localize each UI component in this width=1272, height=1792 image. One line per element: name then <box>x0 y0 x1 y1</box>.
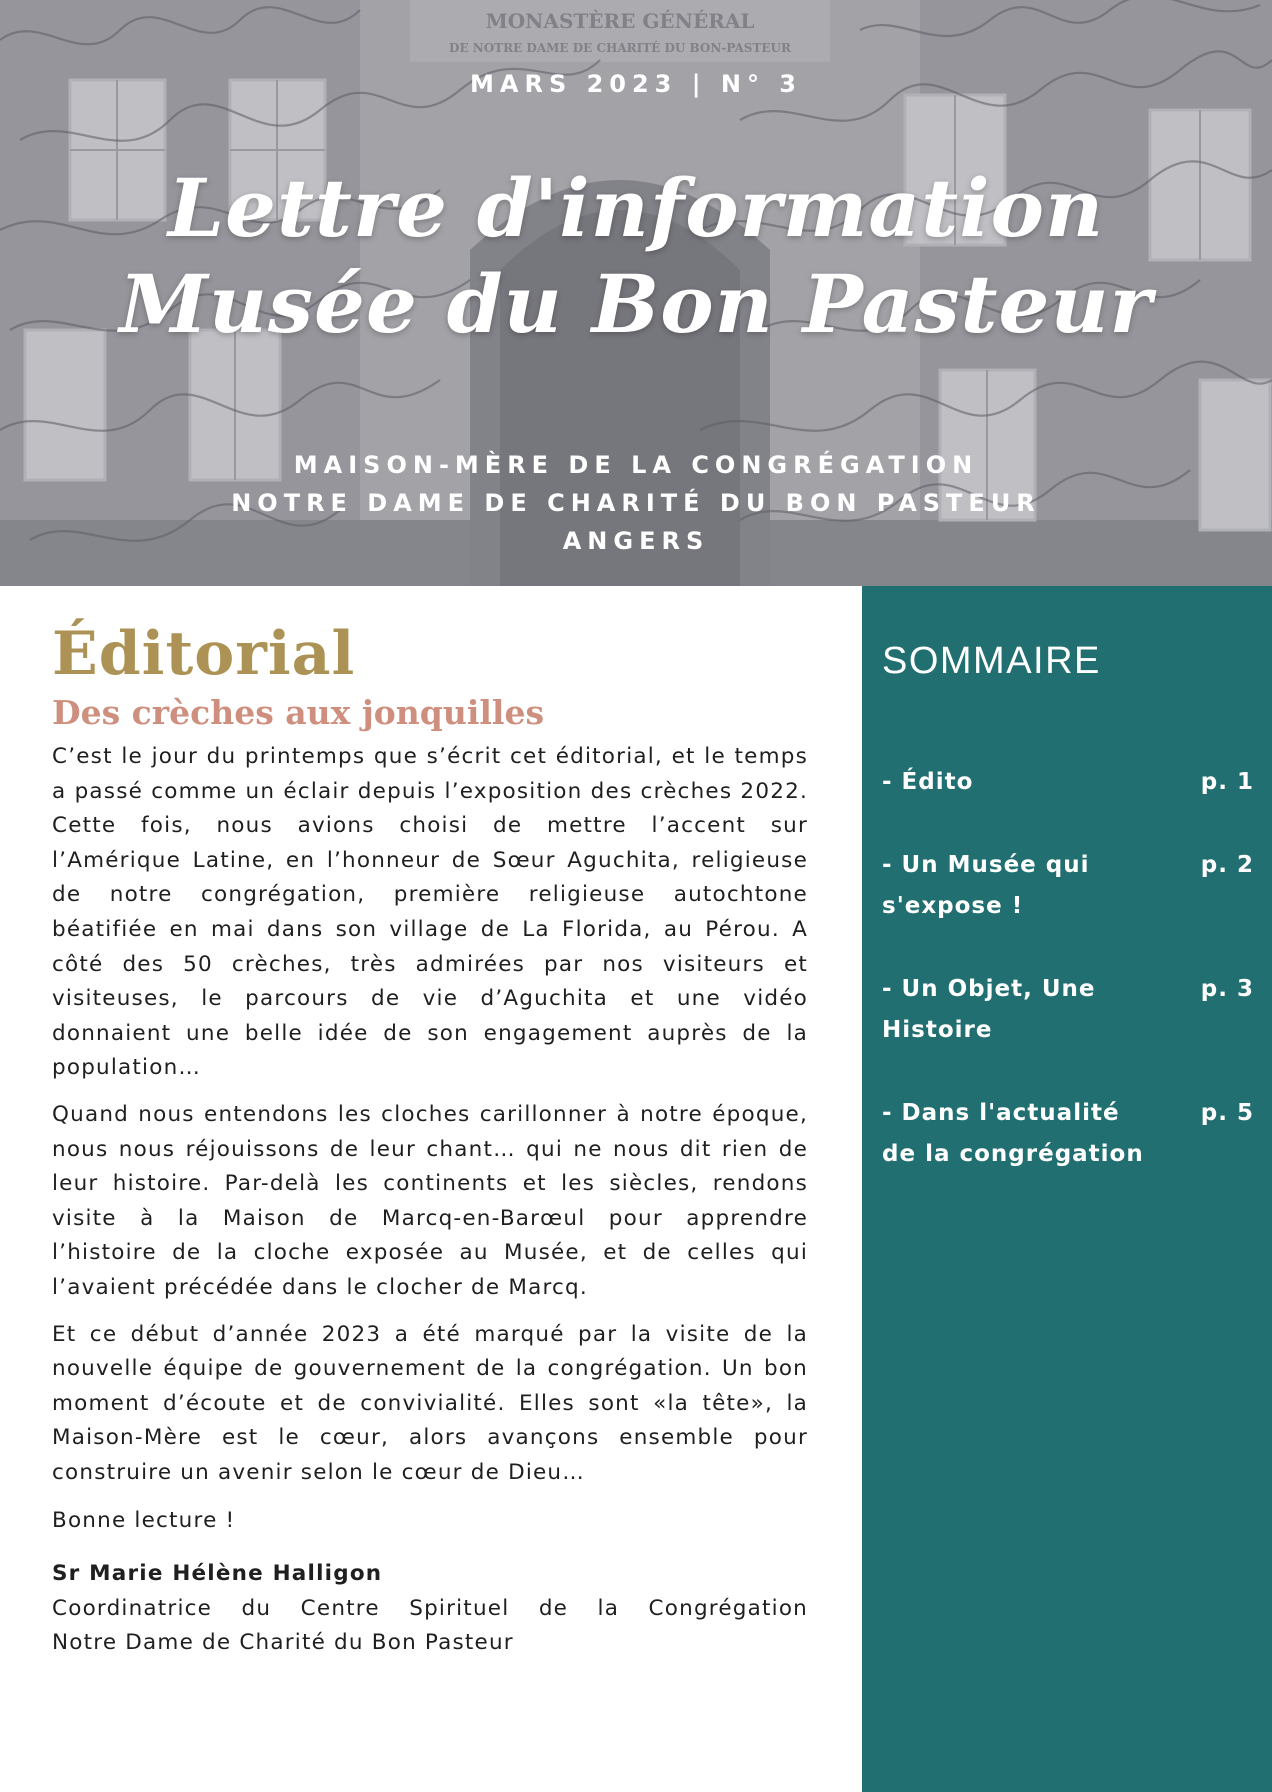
editorial-heading: Éditorial <box>52 619 356 689</box>
signature-role-line1: Coordinatrice du Centre Spirituel de la Congrégation <box>52 1595 808 1621</box>
signature-role-line2: Notre Dame de Charité du Bon Pasteur <box>52 1630 514 1656</box>
toc-item-actualite[interactable] <box>882 1093 1254 1175</box>
toc-item-label: - Un Musée qui s'expose ! <box>882 852 1090 919</box>
toc-item-label: - Édito <box>882 769 974 795</box>
editorial-subheading: Des crèches aux jonquilles <box>52 693 545 732</box>
toc-item-label: - Dans l'actualité de la congrégation <box>882 1100 1144 1167</box>
signature-name: Sr Marie Hélène Halligon <box>52 1561 383 1587</box>
editorial-paragraph: Quand nous entendons les cloches carillonner à notre époque, nous nous réjouissons de leur chant… qui ne nous dit rien de leur histoire. Par-delà les continents et les siècles, rendons visite à la Maison de Marcq-en-Barœul pour apprendre l’histoire de la cloche exposée au Musée, et de celles qui l’avaient précédée dans le clocher de Marcq. <box>52 1101 808 1300</box>
toc-item-page: p. 5 <box>1200 1100 1254 1126</box>
editorial-section <box>52 618 808 1661</box>
header-subtitle <box>0 446 1272 560</box>
newsletter-title-line1: Lettre d'information <box>167 161 1105 255</box>
editorial-paragraph: C’est le jour du printemps que s’écrit cet éditorial, et le temps a passé comme un éclair depuis l’exposition des crèches 2022. Cette fois, nous avions choisi de mettre l’accent sur l’Amérique Latine, en l’honneur de Sœur Aguchita, religieuse de notre congrégation, première religieuse autochtone béatifiée en mai dans son village de La Florida, au Pérou. A côté des 50 crèches, très admirées par nos visiteurs et visiteuses, le parcours de vie d’Aguchita et une vidéo donnaient une belle idée de son engagement auprès de la population… <box>52 744 808 1081</box>
header-subtitle-line1: MAISON-MÈRE DE LA CONGRÉGATION <box>293 451 979 479</box>
toc-item-musee[interactable] <box>882 845 1254 927</box>
editorial-paragraph: Et ce début d’année 2023 a été marqué par la visite de la nouvelle équipe de gouvernement de la congrégation. Un bon moment d’écoute et de convivialité. Elles sont «la tête», la Maison-Mère est le cœur, alors avançons ensemble pour construire un avenir selon le cœur de Dieu… <box>52 1321 808 1485</box>
issue-label: MARS 2023 | N° 3 <box>470 70 802 98</box>
toc-item-label: - Un Objet, Une Histoire <box>882 976 1096 1043</box>
building-sign-line1: MONASTÈRE GÉNÉRAL <box>485 9 755 33</box>
toc-item-objet[interactable] <box>882 969 1254 1051</box>
newsletter-title-line2: Musée du Bon Pasteur <box>119 257 1153 351</box>
sommaire-title: SOMMAIRE <box>882 640 1101 682</box>
header-subtitle-line3: ANGERS <box>562 527 710 555</box>
editorial-closing: Bonne lecture ! <box>52 1508 236 1534</box>
building-sign-line2: DE NOTRE DAME DE CHARITÉ DU BON-PASTEUR <box>449 41 791 55</box>
newsletter-title <box>0 160 1272 352</box>
toc-item-edito[interactable] <box>882 762 1254 803</box>
header-banner <box>0 0 1272 586</box>
sommaire-sidebar <box>862 586 1272 1792</box>
header-subtitle-line2: NOTRE DAME DE CHARITÉ DU BON PASTEUR <box>231 489 1041 517</box>
toc-item-page: p. 3 <box>1200 976 1254 1002</box>
toc-item-page: p. 1 <box>1200 769 1254 795</box>
toc-item-page: p. 2 <box>1200 852 1254 878</box>
